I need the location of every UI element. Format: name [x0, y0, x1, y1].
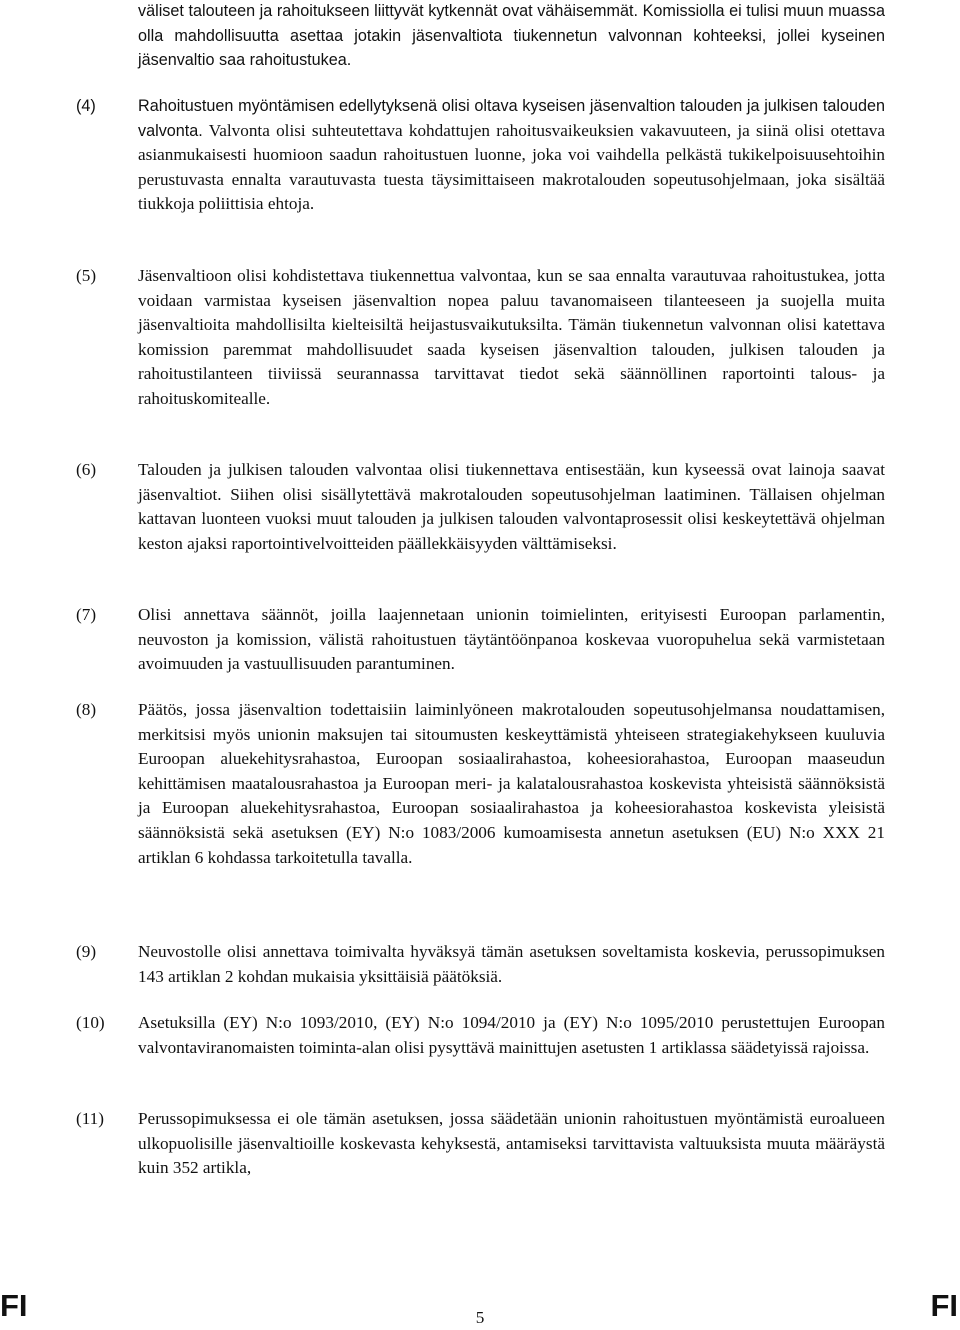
- recital-number: (8): [76, 700, 97, 719]
- recital-number: (6): [76, 460, 97, 479]
- recital-number: (5): [76, 266, 97, 285]
- page-number: 5: [475, 1308, 485, 1327]
- continuation-paragraph: väliset talouteen ja rahoitukseen liittyvät kytkennät ovat vähäisemmät. Komissiolla ei tulisi muun muassa olla mahdollisuutta asettaa jotakin jäsenvaltiota tiukennetun valvonnan kohteeksi, jollei kyseinen jäsenvaltio saa rahoitustukea.: [138, 2, 885, 70]
- recital-text: Asetuksilla (EY) N:o 1093/2010, (EY) N:o 1094/2010 ja (EY) N:o 1095/2010 perustettujen Euroopan valvontaviranomaisten toiminta-alan olisi pysyttävä mainittujen asetusten 1 artiklassa säädetyissä rajoissa.: [138, 1013, 885, 1057]
- recital-number: (9): [76, 942, 97, 961]
- recital-number: (10): [76, 1013, 105, 1032]
- footer-language-code-right: FI: [930, 1288, 958, 1323]
- recital-text: Päätös, jossa jäsenvaltion todettaisiin laiminlyöneen makrotalouden sopeutusohjelmansa noudattamisen, merkitsisi myös unionin maksujen tai sitoumusten keskeyttämistä yhteiseen strategiakehykseen kuuluvia Euroopan aluekehitysrahastoa, Euroopan sosiaalirahastoa, koheesiorahastoa, Euroopan maaseudun kehittämisen maatalousrahastoa ja Euroopan meri- ja kalatalousrahastoa koskevista yhteisistä säännöksistä ja Euroopan aluekehitysrahastoa, Euroopan sosiaalirahastoa ja koheesiorahastoa koskevista yleisistä säännöksistä sekä asetuksen (EY) N:o 1083/2006 kumoamisesta annetun asetuksen (EU) N:o XXX 21 artiklan 6 kohdassa tarkoitetulla tavalla.: [138, 700, 885, 867]
- recital-text: Perussopimuksessa ei ole tämän asetuksen, jossa säädetään unionin rahoitustuen myöntämistä euroalueen ulkopuolisille jäsenvaltioille koskevasta kehyksestä, antamiseksi tarvittavista valtuuksista muuta määräystä kuin 352 artikla,: [138, 1109, 885, 1178]
- recital-text: Jäsenvaltioon olisi kohdistettava tiukennettua valvontaa, kun se saa ennalta varautuvaa rahoitustukea, jotta voidaan varmistaa kyseisen jäsenvaltion nopea paluu tavanomaiseen tilanteeseen ja suojella muita jäsenvaltioita mahdollisilta kielteisiltä heijastusvaikutuksilta. Tämän tiukennetun valvonnan olisi katettava komission paremmat mahdollisuudet saada kyseisen jäsenvaltion talouden, julkisen talouden ja rahoitustilanteen tiiviissä seurannassa tarvittavat tiedot sekä säännöllinen raportointi talous- ja rahoituskomitealle.: [138, 266, 885, 408]
- recital-number: (4): [76, 97, 96, 115]
- recital-text: Neuvostolle olisi annettava toimivalta hyväksyä tämän asetuksen soveltamista koskevia, perussopimuksen 143 artiklan 2 kohdan mukaisia yksittäisiä päätöksiä.: [138, 942, 885, 986]
- recital-text-sans-part: Rahoitustuen myöntämisen edellytyksenä olisi oltava kyseisen jäsenvaltion talouden ja julkisen talouden valvonta.: [138, 97, 885, 140]
- recital-text: Talouden ja julkisen talouden valvontaa olisi tiukennettava entisestään, kun kyseessä ovat lainoja saavat jäsenvaltiot. Siihen olisi sisällytettävä makrotalouden sopeutusohjelman laatiminen. Tällaisen ohjelman kattavan luonteen vuoksi muut talouden ja julkisen talouden valvontaprosessit olisi keskeytettävä ohjelman keston ajaksi raportointivelvoitteiden päällekkäisyyden välttämiseksi.: [138, 460, 885, 553]
- recital-text: Olisi annettava säännöt, joilla laajennetaan unionin toimielinten, erityisesti Euroopan parlamentin, neuvoston ja komission, välistä rahoitustuen täytäntöönpanoa koskevaa vuoropuhelua sekä varmistetaan avoimuuden ja vastuullisuuden parantuminen.: [138, 605, 885, 674]
- recital-number: (7): [76, 605, 97, 624]
- recital-text: [138, 94, 885, 217]
- footer-language-code-left: FI: [0, 1288, 28, 1323]
- recital-text-serif-part: Valvonta olisi suhteutettava kohdattujen rahoitusvaikeuksien vakavuuteen, ja siinä olisi otettava asianmukaisesti huomioon saadun rahoitustuen luonne, joka voi vaihdella pelkästä tukikelpoisuusehtoihin perustuvasta ennalta varautuvasta tuesta täysimittaiseen makrotalouden sopeutusohjelmaan, joka sisältää tiukkoja poliittisia ehtoja.: [138, 120, 885, 214]
- recital-number: (11): [76, 1109, 104, 1128]
